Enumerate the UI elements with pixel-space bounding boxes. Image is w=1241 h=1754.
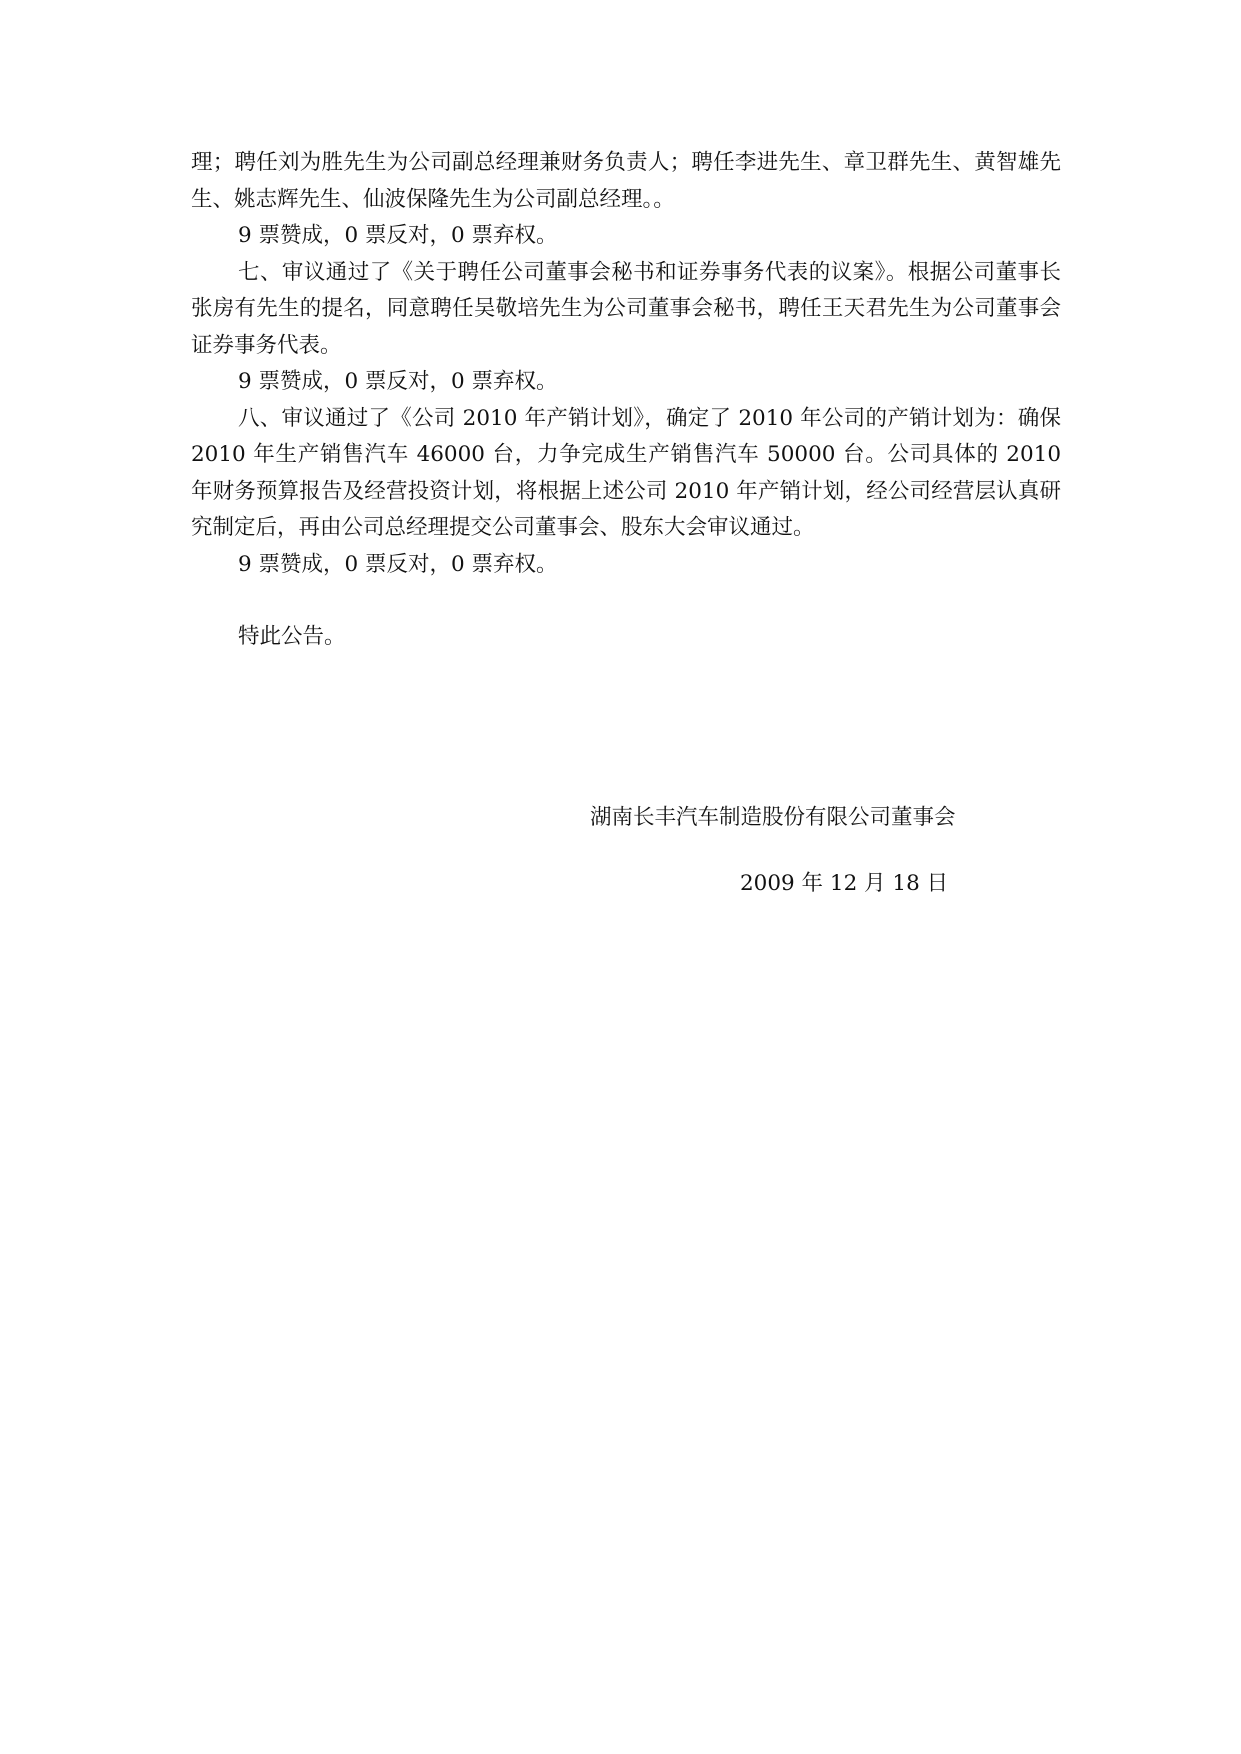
paragraph-continued: 理；聘任刘为胜先生为公司副总经理兼财务负责人；聘任李进先生、章卫群先生、黄智雄先生、姚志辉先生、仙波保隆先生为公司副总经理。。 bbox=[191, 150, 1061, 212]
closing-statement: 特此公告。 bbox=[238, 624, 346, 649]
paragraph-gap bbox=[191, 583, 1061, 619]
vote-result-3: 9 票赞成，0 票反对，0 票弃权。 bbox=[238, 551, 558, 577]
vote-result-2: 9 票赞成，0 票反对，0 票弃权。 bbox=[238, 369, 558, 394]
vote-result-1: 9 票赞成，0 票反对，0 票弃权。 bbox=[238, 223, 558, 248]
resolution-eight: 八、审议通过了《公司 2010 年产销计划》，确定了 2010 年公司的产销计划为：确保 2010 年生产销售汽车 46000 台，力争完成生产销售汽车 50000 台。公司具体的 2010 年财务预算报告及经营投资计划，将根据上述公司 2010 年产销计划，经公司经营层认真研究制定后，再由公司总经理提交公司董事会、股东大会审议通过。 bbox=[191, 405, 1061, 540]
signature-board: 湖南长丰汽车制造股份有限公司董事会 bbox=[590, 805, 956, 830]
resolution-seven: 七、审议通过了《关于聘任公司董事会秘书和证券事务代表的议案》。根据公司董事长张房有先生的提名，同意聘任吴敬培先生为公司董事会秘书，聘任王天君先生为公司董事会证券事务代表。 bbox=[191, 259, 1061, 358]
document-body bbox=[191, 145, 1061, 656]
signature-date: 2009 年 12 月 18 日 bbox=[740, 871, 949, 896]
